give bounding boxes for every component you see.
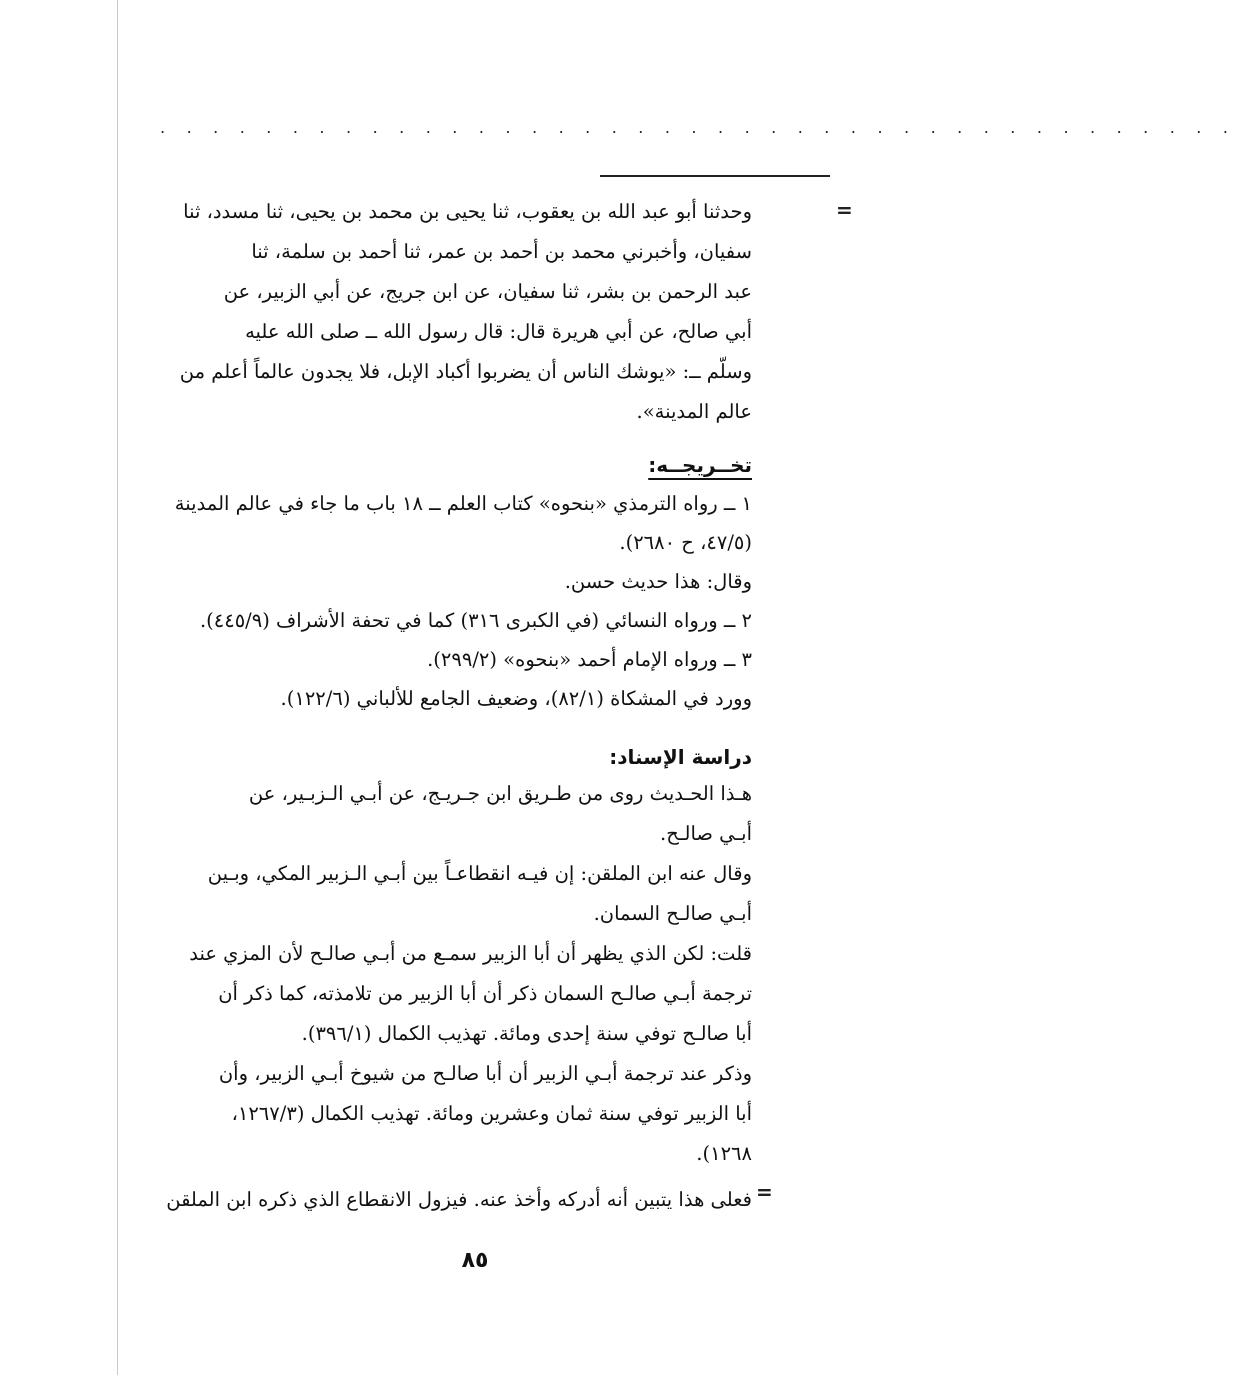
footnote-line: عالم المدينة». [636,400,752,423]
continuation-mark-bottom: = [756,1180,773,1204]
dirasa-line: ترجمة أبـي صالـح السمان ذكر أن أبا الزبير من تلامذته، كما ذكر أن [218,982,752,1005]
closing-text [134,1180,752,1220]
takhrij-heading: تخــريجــه: [648,453,752,477]
continuation-mark-top: = [836,198,853,222]
footnote-line: أبي صالح، عن أبي هريرة قال: قال رسول الله ــ صلى الله عليه [245,320,752,343]
takhrij-section [134,484,752,718]
page-number: ٨٥ [461,1248,489,1273]
takhrij-line: وورد في المشكاة (٨٢/١)، وضعيف الجامع للألباني (١٢٢/٦). [280,687,752,710]
footnote-line: وحدثنا أبو عبد الله بن يعقوب، ثنا يحيى بن محمد بن يحيى، ثنا مسدد، ثنا [183,200,752,223]
dirasa-line: قلت: لكن الذي يظهر أن أبا الزبير سمـع من أبـي صالـح لأن المزي عند [189,942,752,965]
footnote-rule [600,175,830,177]
dirasa-line: وقال عنه ابن الملقن: إن فيـه انقطاعـاً بين أبـي الـزبير المكي، وبـين [207,862,752,885]
dirasa-line: أبـي صالـح. [660,822,752,845]
dirasa-line: أبا الزبير توفي سنة ثمان وعشرين ومائة. تهذيب الكمال (١٢٦٧/٣، [231,1102,752,1125]
margin-rule [117,0,118,1375]
dirasa-line: أبا صالـح توفي سنة إحدى ومائة. تهذيب الكمال (٣٩٦/١). [301,1022,752,1045]
footnote-line: وسلّم ــ: «يوشك الناس أن يضربوا أكباد الإبل، فلا يجدون عالماً أعلم من [179,360,752,383]
dirasa-line: هـذا الحـديث روى من طـريق ابن جـريـج، عن أبـي الـزبـير، عن [248,782,752,805]
takhrij-line: وقال: هذا حديث حسن. [564,570,752,593]
separator-dots: . . . . . . . . . . . . . . . . . . . . . . . . . . . . . . . . . . . . . . . . . [160,118,1236,137]
dirasa-line: وذكر عند ترجمة أبـي الزبير أن أبا صالـح من شيوخ أبـي الزبير، وأن [218,1062,752,1085]
closing-line: فعلى هذا يتبين أنه أدركه وأخذ عنه. فيزول الانقطاع الذي ذكره ابن الملقن [166,1188,752,1211]
dirasa-heading: دراسة الإسناد: [609,745,752,769]
takhrij-line: ١ ــ رواه الترمذي «بنحوه» كتاب العلم ــ ١٨ باب ما جاء في عالم المدينة [174,492,752,515]
footnote-line: سفيان، وأخبرني محمد بن أحمد بن عمر، ثنا أحمد بن سلمة، ثنا [251,240,752,263]
dirasa-line: ١٢٦٨). [696,1142,752,1165]
dirasa-line: أبـي صالـح السمان. [593,902,752,925]
footnote-text [134,192,752,432]
takhrij-line: ٣ ــ ورواه الإمام أحمد «بنحوه» (٢٩٩/٢). [427,648,752,671]
footnote-line: عبد الرحمن بن بشر، ثنا سفيان، عن ابن جريج، عن أبي الزبير، عن [223,280,752,303]
takhrij-line: ٢ ــ ورواه النسائي (في الكبرى ٣١٦) كما في تحفة الأشراف (٤٤٥/٩). [199,609,752,632]
takhrij-line: (٤٧/٥، ح ٢٦٨٠). [619,531,752,554]
dirasa-section [134,774,752,1174]
